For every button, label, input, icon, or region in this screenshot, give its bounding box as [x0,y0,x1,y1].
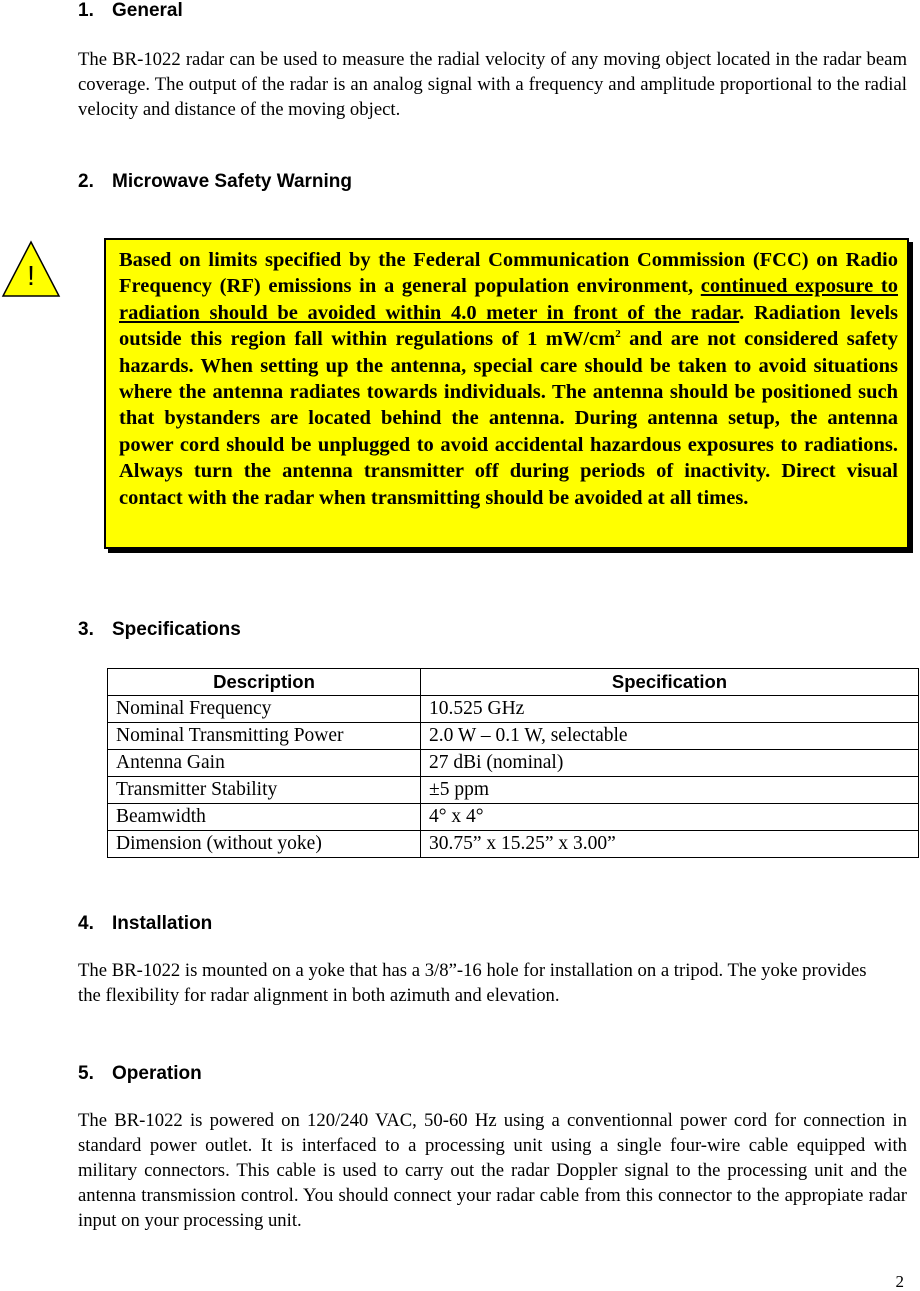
description-cell: Nominal Frequency [108,696,421,723]
description-cell: Antenna Gain [108,750,421,777]
section-number: 2. [78,171,94,192]
section-number: 4. [78,913,94,934]
operation-paragraph: The BR-1022 is powered on 120/240 VAC, 50-60 Hz using a conventionnal power cord for connection in standard power outlet. It is interfaced to a processing unit using a single four-wire cable equipped with military connectors. This cable is used to carry out the radar Doppler signal to the processing unit and the antenna transmission control. You should connect your radar cable from this connector to the appropiate radar input on your processing unit. [78,1110,907,1231]
specification-cell: 4° x 4° [421,804,919,831]
warning-text-underlined: continued exposure to radiation should be avoided within 4.0 meter in front of the radar [119,275,898,324]
safety-warning-box [104,238,909,549]
section-number: 5. [78,1063,94,1084]
table-row [108,750,919,777]
description-cell: Nominal Transmitting Power [108,723,421,750]
section-heading-operation [78,1063,202,1085]
section-heading-specifications [78,619,241,641]
section-title: Microwave Safety Warning [112,171,353,192]
description-cell: Dimension (without yoke) [108,831,421,858]
section-heading-installation [78,913,212,935]
installation-paragraph: The BR-1022 is mounted on a yoke that has a 3/8”-16 hole for installation on a tripod. The yoke provides the flexibility for radar alignment in both azimuth and elevation. [78,960,867,1006]
section-number: 1. [78,0,94,21]
table-row [108,831,919,858]
warning-text-part-3: and are not considered safety hazards. When setting up the antenna, special care should be taken to avoid situations where the antenna radiates towards individuals. The antenna should be positioned such that bystanders are located behind the antenna. During antenna setup, the antenna power cord should be unplugged to avoid accidental hazardous exposures to radiations. Always turn the antenna transmitter off during periods of inactivity. Direct visual contact with the radar when transmitting should be avoided at all times. [119,328,898,509]
section-title: Operation [112,1063,202,1084]
section-title: Installation [112,913,213,934]
column-header-description: Description [108,669,421,696]
table-row [108,804,919,831]
table-row [108,696,919,723]
general-paragraph: The BR-1022 radar can be used to measure the radial velocity of any moving object located in the radar beam coverage. The output of the radar is an analog signal with a frequency and amplitude proportional to the radial velocity and distance of the moving object. [78,49,907,120]
specification-cell: 2.0 W – 0.1 W, selectable [421,723,919,750]
specification-cell: 10.525 GHz [421,696,919,723]
section-heading-safety [78,171,352,193]
table-header-row [108,669,919,696]
section-title: General [112,0,183,21]
section-heading-general [78,0,183,22]
warning-triangle-icon [1,240,61,298]
description-cell: Transmitter Stability [108,777,421,804]
safety-warning-text [119,247,898,511]
specification-cell: 30.75” x 15.25” x 3.00” [421,831,919,858]
section-title: Specifications [112,619,241,640]
warning-text-part-1: Based on limits specified by the Federal Communication Commission (FCC) on Radio Frequency (RF) emissions in a general population environment, [119,249,898,298]
specifications-table [107,668,919,858]
warning-text-part-2: . Radiation levels outside this region fall within regulations of 1 mW/cm [119,301,898,351]
section-number: 3. [78,619,94,640]
warning-superscript: 2 [615,328,621,341]
warning-exclamation: ! [27,260,35,291]
page-number: 2 [895,1272,904,1291]
column-header-specification: Specification [421,669,919,696]
description-cell: Beamwidth [108,804,421,831]
table-row [108,723,919,750]
table-row [108,777,919,804]
specification-cell: ±5 ppm [421,777,919,804]
specification-cell: 27 dBi (nominal) [421,750,919,777]
